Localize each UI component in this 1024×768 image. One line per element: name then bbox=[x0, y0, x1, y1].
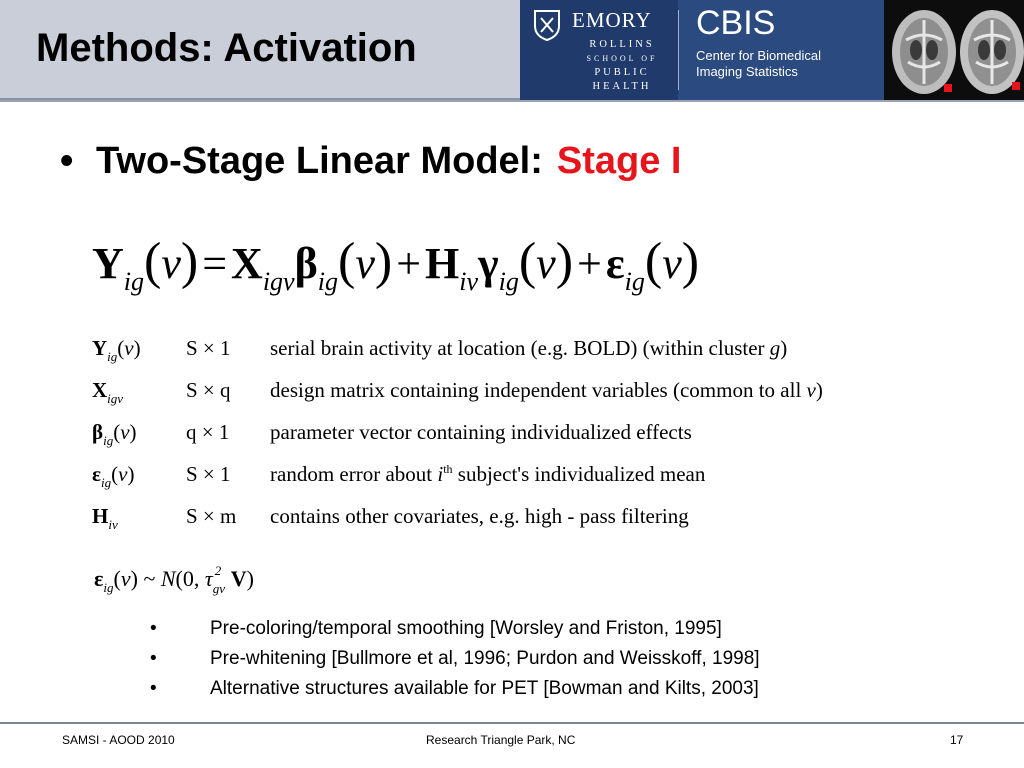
rollins-line: ROLLINS bbox=[589, 39, 655, 50]
slide-footer bbox=[0, 733, 1024, 753]
list-item-text: Alternative structures available for PET [Bowman and Kilts, 2003] bbox=[210, 678, 759, 699]
rollins-line: SCHOOL OF bbox=[586, 54, 658, 63]
bullet-dot: • bbox=[60, 140, 74, 182]
header-divider bbox=[0, 100, 1024, 102]
list-item-text: Pre-coloring/temporal smoothing [Worsley and Friston, 1995] bbox=[210, 618, 722, 639]
list-item-text: Pre-whitening [Bullmore et al, 1996; Purdon and Weisskoff, 1998] bbox=[210, 648, 760, 669]
emory-wordmark: EMORY bbox=[572, 8, 652, 32]
rollins-line: HEALTH bbox=[592, 81, 652, 92]
heading-highlight: Stage I bbox=[556, 140, 682, 182]
definition-dimension: S × m bbox=[186, 504, 237, 528]
definition-dimension: S × 1 bbox=[186, 336, 231, 360]
brain-slices-icon bbox=[884, 0, 1024, 100]
definition-description: serial brain activity at location (e.g. BOLD) (within cluster g) bbox=[270, 336, 788, 360]
rollins-wordmark bbox=[572, 38, 672, 94]
footer-event: SAMSI - AOOD 2010 bbox=[62, 733, 175, 747]
brain-scan-image bbox=[884, 0, 1024, 100]
definition-symbol: $X_{igv}$ bbox=[92, 378, 124, 406]
slide-title: Methods: Activation bbox=[36, 26, 417, 70]
cbis-subtitle bbox=[696, 48, 821, 80]
definition-description: random error about $i^{th}$ subject's individualized mean bbox=[270, 462, 706, 486]
error-distribution-equation: $\varepsilon_{ig}(v)$ ~ N(0, τ 2 gv V) bbox=[94, 562, 254, 596]
definition-description: design matrix containing independent variables (common to all v) bbox=[270, 378, 823, 402]
definition-symbol: $Y_{ig}(v)$ bbox=[92, 336, 141, 364]
bullet-dot: • bbox=[150, 678, 157, 699]
slide-header bbox=[0, 0, 1024, 100]
stage-one-equation: $Y_{ig}(v)=X_{igv}\beta_{ig}(v)+H_{iv}\gamma_{ig}(v)+\varepsilon_{ig}(v)$ bbox=[92, 233, 700, 296]
bullet-dot: • bbox=[150, 618, 157, 639]
definition-dimension: S × 1 bbox=[186, 462, 231, 486]
bullet-dot: • bbox=[150, 648, 157, 669]
definition-symbol: $\varepsilon_{ig}(v)$ bbox=[92, 462, 135, 490]
footer-location: Research Triangle Park, NC bbox=[426, 733, 576, 747]
definition-dimension: S × q bbox=[186, 378, 231, 402]
page-number: 17 bbox=[950, 733, 964, 747]
title-bar bbox=[0, 0, 520, 100]
heading-text: Two-Stage Linear Model: bbox=[96, 140, 543, 182]
cbis-wordmark: CBIS bbox=[696, 4, 776, 42]
rollins-line: PUBLIC bbox=[594, 67, 650, 78]
cbis-logo bbox=[678, 0, 884, 100]
emory-rollins-logo bbox=[520, 0, 678, 100]
definition-symbol: $\beta_{ig}(v)$ bbox=[92, 420, 137, 448]
definition-description: parameter vector containing individualized effects bbox=[270, 420, 692, 444]
logo-divider bbox=[678, 10, 679, 90]
definition-description: contains other covariates, e.g. high - pass filtering bbox=[270, 504, 689, 528]
cbis-subtitle-line: Center for Biomedical bbox=[696, 48, 821, 63]
cbis-subtitle-line: Imaging Statistics bbox=[696, 64, 798, 79]
definition-dimension: q × 1 bbox=[186, 420, 230, 444]
emory-shield-icon bbox=[532, 8, 562, 42]
footer-divider bbox=[0, 722, 1024, 724]
main-bullet bbox=[60, 140, 681, 183]
definition-symbol: $H_{iv}$ bbox=[92, 504, 118, 532]
